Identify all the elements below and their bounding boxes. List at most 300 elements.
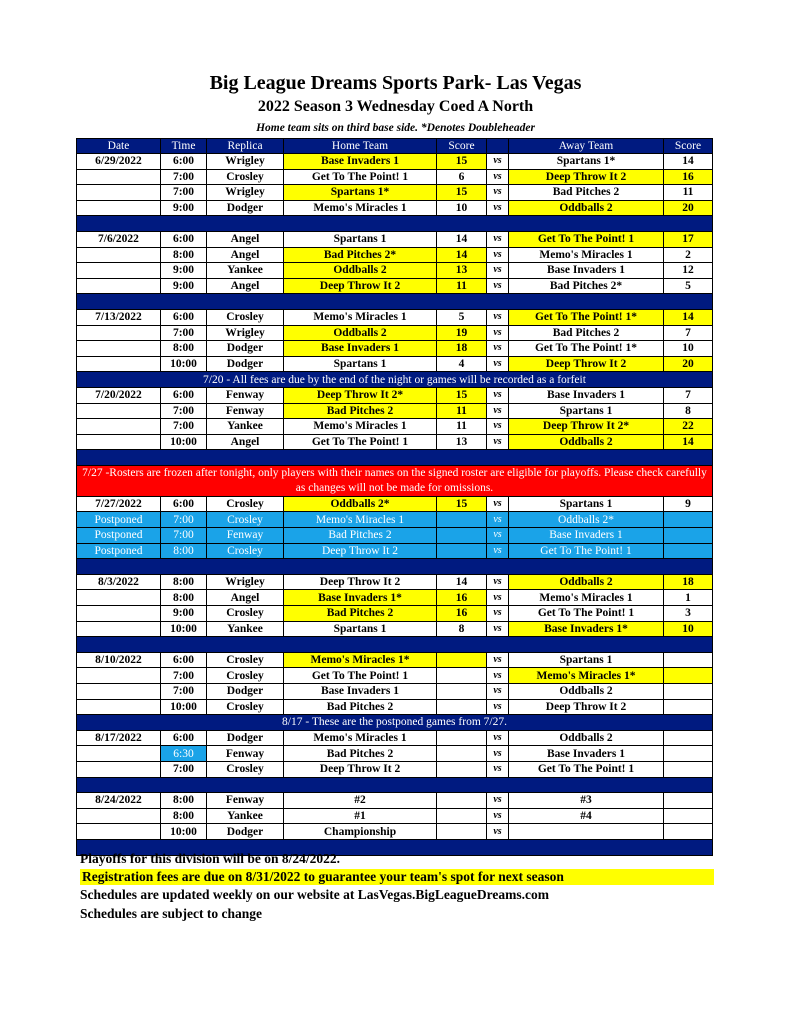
notice-text: 8/17 - These are the postponed games from 7/27. bbox=[77, 715, 713, 731]
away-score: 9 bbox=[664, 496, 713, 512]
game-date bbox=[77, 699, 161, 715]
game-replica: Dodger bbox=[207, 824, 284, 840]
page-subtitle: 2022 Season 3 Wednesday Coed A North bbox=[257, 98, 534, 115]
home-team: #1 bbox=[284, 808, 437, 824]
game-date bbox=[77, 824, 161, 840]
game-replica: Angel bbox=[207, 278, 284, 294]
home-score bbox=[437, 761, 487, 777]
game-row bbox=[77, 247, 713, 263]
game-date: Postponed bbox=[77, 512, 161, 528]
game-time: 7:00 bbox=[161, 419, 207, 435]
separator-cell bbox=[77, 294, 713, 310]
game-row bbox=[77, 278, 713, 294]
game-time: 9:00 bbox=[161, 278, 207, 294]
away-score: 14 bbox=[664, 434, 713, 450]
game-row bbox=[77, 699, 713, 715]
home-team: Oddballs 2 bbox=[284, 325, 437, 341]
game-row bbox=[77, 231, 713, 247]
separator-row bbox=[77, 777, 713, 793]
vs-label: vs bbox=[487, 309, 509, 325]
away-team: Base Invaders 1* bbox=[509, 621, 664, 637]
away-score: 5 bbox=[664, 278, 713, 294]
vs-label: vs bbox=[487, 356, 509, 372]
away-team: Get To The Point! 1 bbox=[509, 761, 664, 777]
home-team: Memo's Miracles 1* bbox=[284, 652, 437, 668]
game-time: 7:00 bbox=[161, 325, 207, 341]
game-time: 8:00 bbox=[161, 793, 207, 809]
game-replica: Wrigley bbox=[207, 574, 284, 590]
vs-label: vs bbox=[487, 200, 509, 216]
home-score: 6 bbox=[437, 169, 487, 185]
game-date bbox=[77, 668, 161, 684]
vs-label: vs bbox=[487, 590, 509, 606]
away-score: 2 bbox=[664, 247, 713, 263]
away-team: #4 bbox=[509, 808, 664, 824]
away-score bbox=[664, 746, 713, 762]
home-team: Bad Pitches 2* bbox=[284, 247, 437, 263]
away-score: 18 bbox=[664, 574, 713, 590]
notice-text: 7/27 -Rosters are frozen after tonight, only players with their names on the signed roster are eligible for playoffs. Please check carefully as changes will not be made for omissions. bbox=[77, 465, 713, 496]
registration-note: Registration fees are due on 8/31/2022 to guarantee your team's spot for next season bbox=[80, 869, 714, 885]
home-team: Bad Pitches 2 bbox=[284, 699, 437, 715]
home-score: 15 bbox=[437, 185, 487, 201]
away-score: 20 bbox=[664, 356, 713, 372]
roster-alert-row bbox=[77, 465, 713, 496]
game-time: 7:00 bbox=[161, 684, 207, 700]
away-score bbox=[664, 512, 713, 528]
vs-label: vs bbox=[487, 668, 509, 684]
game-time: 6:00 bbox=[161, 652, 207, 668]
vs-label: vs bbox=[487, 387, 509, 403]
website-note: Schedules are updated weekly on our website at LasVegas.BigLeagueDreams.com bbox=[80, 887, 550, 902]
home-team: Get To The Point! 1 bbox=[284, 434, 437, 450]
game-replica: Crosley bbox=[207, 543, 284, 559]
away-team bbox=[509, 824, 664, 840]
away-team: Get To The Point! 1* bbox=[509, 341, 664, 357]
game-date bbox=[77, 434, 161, 450]
away-score: 14 bbox=[664, 309, 713, 325]
game-replica: Fenway bbox=[207, 528, 284, 544]
notice-row bbox=[77, 715, 713, 731]
game-date bbox=[77, 419, 161, 435]
away-score bbox=[664, 543, 713, 559]
game-time: 8:00 bbox=[161, 574, 207, 590]
game-date bbox=[77, 325, 161, 341]
away-score: 10 bbox=[664, 341, 713, 357]
home-score: 14 bbox=[437, 247, 487, 263]
away-team: Spartans 1 bbox=[509, 652, 664, 668]
game-row bbox=[77, 387, 713, 403]
home-team: Deep Throw It 2 bbox=[284, 543, 437, 559]
separator-cell bbox=[77, 637, 713, 653]
away-team: Spartans 1* bbox=[509, 154, 664, 170]
game-date: 6/29/2022 bbox=[77, 154, 161, 170]
game-date: 8/24/2022 bbox=[77, 793, 161, 809]
away-score: 10 bbox=[664, 621, 713, 637]
col-home-score: Score bbox=[437, 139, 487, 154]
game-date bbox=[77, 341, 161, 357]
away-score bbox=[664, 793, 713, 809]
game-replica: Yankee bbox=[207, 621, 284, 637]
col-replica: Replica bbox=[207, 139, 284, 154]
vs-label: vs bbox=[487, 684, 509, 700]
game-replica: Yankee bbox=[207, 263, 284, 279]
postponed-row bbox=[77, 528, 713, 544]
game-replica: Crosley bbox=[207, 652, 284, 668]
game-replica: Angel bbox=[207, 247, 284, 263]
game-replica: Dodger bbox=[207, 341, 284, 357]
game-row bbox=[77, 309, 713, 325]
vs-label: vs bbox=[487, 278, 509, 294]
away-score bbox=[664, 528, 713, 544]
home-team: Memo's Miracles 1 bbox=[284, 419, 437, 435]
game-time: 6:00 bbox=[161, 231, 207, 247]
vs-label: vs bbox=[487, 325, 509, 341]
game-row bbox=[77, 621, 713, 637]
game-replica: Crosley bbox=[207, 606, 284, 622]
game-row bbox=[77, 793, 713, 809]
game-date bbox=[77, 278, 161, 294]
away-score bbox=[664, 808, 713, 824]
home-score bbox=[437, 652, 487, 668]
game-time: 6:00 bbox=[161, 154, 207, 170]
page-title: Big League Dreams Sports Park- Las Vegas bbox=[209, 72, 582, 94]
vs-label: vs bbox=[487, 185, 509, 201]
game-date: Postponed bbox=[77, 528, 161, 544]
away-team: Get To The Point! 1* bbox=[509, 309, 664, 325]
notice-text: 7/20 - All fees are due by the end of the night or games will be recorded as a forfeit bbox=[77, 372, 713, 388]
home-team: Oddballs 2 bbox=[284, 263, 437, 279]
game-replica: Dodger bbox=[207, 356, 284, 372]
home-team: Oddballs 2* bbox=[284, 496, 437, 512]
vs-label: vs bbox=[487, 621, 509, 637]
home-score: 8 bbox=[437, 621, 487, 637]
doubleheader-note: Home team sits on third base side. *Denotes Doubleheader bbox=[256, 122, 535, 134]
game-replica: Wrigley bbox=[207, 185, 284, 201]
vs-label: vs bbox=[487, 434, 509, 450]
home-score bbox=[437, 512, 487, 528]
game-row bbox=[77, 434, 713, 450]
game-date bbox=[77, 746, 161, 762]
away-score: 1 bbox=[664, 590, 713, 606]
game-replica: Crosley bbox=[207, 761, 284, 777]
game-replica: Angel bbox=[207, 590, 284, 606]
game-replica: Fenway bbox=[207, 403, 284, 419]
game-date bbox=[77, 761, 161, 777]
game-row bbox=[77, 341, 713, 357]
game-row bbox=[77, 730, 713, 746]
home-score: 11 bbox=[437, 403, 487, 419]
game-row bbox=[77, 419, 713, 435]
vs-label: vs bbox=[487, 808, 509, 824]
game-row bbox=[77, 200, 713, 216]
game-date: 8/17/2022 bbox=[77, 730, 161, 746]
col-vs bbox=[487, 139, 509, 154]
postponed-row bbox=[77, 512, 713, 528]
away-team: Oddballs 2* bbox=[509, 512, 664, 528]
game-time: 10:00 bbox=[161, 824, 207, 840]
vs-label: vs bbox=[487, 403, 509, 419]
game-time: 7:00 bbox=[161, 761, 207, 777]
away-team: Oddballs 2 bbox=[509, 200, 664, 216]
away-team: Bad Pitches 2 bbox=[509, 185, 664, 201]
away-team: Deep Throw It 2* bbox=[509, 419, 664, 435]
game-row bbox=[77, 154, 713, 170]
game-time: 7:00 bbox=[161, 185, 207, 201]
home-team: Get To The Point! 1 bbox=[284, 169, 437, 185]
game-date bbox=[77, 403, 161, 419]
game-date: 7/27/2022 bbox=[77, 496, 161, 512]
game-replica: Fenway bbox=[207, 387, 284, 403]
game-replica: Dodger bbox=[207, 684, 284, 700]
away-team: Oddballs 2 bbox=[509, 730, 664, 746]
vs-label: vs bbox=[487, 761, 509, 777]
game-time: 10:00 bbox=[161, 699, 207, 715]
notice-row bbox=[77, 372, 713, 388]
home-team: Spartans 1 bbox=[284, 621, 437, 637]
away-team: Get To The Point! 1 bbox=[509, 606, 664, 622]
game-row bbox=[77, 684, 713, 700]
home-team: Memo's Miracles 1 bbox=[284, 309, 437, 325]
home-team: Spartans 1 bbox=[284, 356, 437, 372]
vs-label: vs bbox=[487, 652, 509, 668]
away-score bbox=[664, 652, 713, 668]
home-score: 5 bbox=[437, 309, 487, 325]
home-score: 11 bbox=[437, 419, 487, 435]
home-score: 13 bbox=[437, 263, 487, 279]
game-date bbox=[77, 200, 161, 216]
game-time: 9:00 bbox=[161, 606, 207, 622]
home-score bbox=[437, 699, 487, 715]
game-replica: Fenway bbox=[207, 793, 284, 809]
home-score bbox=[437, 746, 487, 762]
game-time: 10:00 bbox=[161, 621, 207, 637]
home-score bbox=[437, 793, 487, 809]
home-score bbox=[437, 528, 487, 544]
home-team: Base Invaders 1* bbox=[284, 590, 437, 606]
game-date bbox=[77, 621, 161, 637]
game-row bbox=[77, 668, 713, 684]
game-date: 8/3/2022 bbox=[77, 574, 161, 590]
away-team: Oddballs 2 bbox=[509, 684, 664, 700]
away-score: 3 bbox=[664, 606, 713, 622]
game-date bbox=[77, 590, 161, 606]
game-row bbox=[77, 824, 713, 840]
home-score bbox=[437, 684, 487, 700]
home-score bbox=[437, 808, 487, 824]
game-date bbox=[77, 185, 161, 201]
game-row bbox=[77, 496, 713, 512]
game-replica: Crosley bbox=[207, 169, 284, 185]
home-score: 19 bbox=[437, 325, 487, 341]
away-team: Spartans 1 bbox=[509, 403, 664, 419]
vs-label: vs bbox=[487, 419, 509, 435]
away-team: #3 bbox=[509, 793, 664, 809]
vs-label: vs bbox=[487, 574, 509, 590]
separator-cell bbox=[77, 216, 713, 232]
game-row bbox=[77, 356, 713, 372]
game-time: 8:00 bbox=[161, 247, 207, 263]
vs-label: vs bbox=[487, 263, 509, 279]
away-score: 14 bbox=[664, 154, 713, 170]
home-team: Deep Throw It 2 bbox=[284, 761, 437, 777]
away-team: Oddballs 2 bbox=[509, 574, 664, 590]
game-replica: Crosley bbox=[207, 496, 284, 512]
playoffs-note: Playoffs for this division will be on 8/24/2022. bbox=[80, 851, 341, 866]
game-date: 7/6/2022 bbox=[77, 231, 161, 247]
separator-row bbox=[77, 637, 713, 653]
game-date: 7/13/2022 bbox=[77, 309, 161, 325]
away-score: 20 bbox=[664, 200, 713, 216]
schedule-table bbox=[76, 138, 713, 856]
vs-label: vs bbox=[487, 231, 509, 247]
game-row bbox=[77, 761, 713, 777]
home-team: Deep Throw It 2* bbox=[284, 387, 437, 403]
game-time: 6:00 bbox=[161, 496, 207, 512]
game-replica: Dodger bbox=[207, 730, 284, 746]
away-team: Base Invaders 1 bbox=[509, 263, 664, 279]
separator-cell bbox=[77, 777, 713, 793]
away-team: Deep Throw It 2 bbox=[509, 356, 664, 372]
game-time: 9:00 bbox=[161, 200, 207, 216]
separator-row bbox=[77, 216, 713, 232]
game-time: 7:00 bbox=[161, 403, 207, 419]
game-time: 7:00 bbox=[161, 512, 207, 528]
home-team: Memo's Miracles 1 bbox=[284, 512, 437, 528]
away-score bbox=[664, 730, 713, 746]
separator-row bbox=[77, 294, 713, 310]
home-team: Memo's Miracles 1 bbox=[284, 200, 437, 216]
home-score bbox=[437, 730, 487, 746]
away-team: Bad Pitches 2* bbox=[509, 278, 664, 294]
home-score: 15 bbox=[437, 154, 487, 170]
away-score: 17 bbox=[664, 231, 713, 247]
away-score: 7 bbox=[664, 325, 713, 341]
home-score: 16 bbox=[437, 590, 487, 606]
vs-label: vs bbox=[487, 154, 509, 170]
home-team: Deep Throw It 2 bbox=[284, 574, 437, 590]
away-team: Memo's Miracles 1 bbox=[509, 590, 664, 606]
separator-row bbox=[77, 559, 713, 575]
col-date: Date bbox=[77, 139, 161, 154]
home-score: 18 bbox=[437, 341, 487, 357]
game-time: 8:00 bbox=[161, 543, 207, 559]
home-score: 11 bbox=[437, 278, 487, 294]
game-replica: Dodger bbox=[207, 200, 284, 216]
away-score bbox=[664, 824, 713, 840]
away-team: Base Invaders 1 bbox=[509, 387, 664, 403]
vs-label: vs bbox=[487, 543, 509, 559]
vs-label: vs bbox=[487, 793, 509, 809]
game-row bbox=[77, 263, 713, 279]
away-team: Bad Pitches 2 bbox=[509, 325, 664, 341]
away-score: 11 bbox=[664, 185, 713, 201]
away-score bbox=[664, 761, 713, 777]
away-team: Memo's Miracles 1* bbox=[509, 668, 664, 684]
home-team: Championship bbox=[284, 824, 437, 840]
home-score: 14 bbox=[437, 231, 487, 247]
game-date bbox=[77, 169, 161, 185]
home-score bbox=[437, 543, 487, 559]
col-time: Time bbox=[161, 139, 207, 154]
game-time: 8:00 bbox=[161, 341, 207, 357]
away-team: Get To The Point! 1 bbox=[509, 231, 664, 247]
game-replica: Yankee bbox=[207, 419, 284, 435]
away-score: 8 bbox=[664, 403, 713, 419]
game-replica: Crosley bbox=[207, 699, 284, 715]
game-row bbox=[77, 808, 713, 824]
vs-label: vs bbox=[487, 824, 509, 840]
home-score: 15 bbox=[437, 387, 487, 403]
game-row bbox=[77, 325, 713, 341]
game-replica: Angel bbox=[207, 231, 284, 247]
away-score: 7 bbox=[664, 387, 713, 403]
game-row bbox=[77, 574, 713, 590]
game-time: 9:00 bbox=[161, 263, 207, 279]
home-team: Bad Pitches 2 bbox=[284, 403, 437, 419]
separator-row bbox=[77, 450, 713, 466]
col-away-team: Away Team bbox=[509, 139, 664, 154]
home-team: Bad Pitches 2 bbox=[284, 746, 437, 762]
away-team: Base Invaders 1 bbox=[509, 528, 664, 544]
header-row bbox=[77, 139, 713, 154]
away-team: Memo's Miracles 1 bbox=[509, 247, 664, 263]
vs-label: vs bbox=[487, 247, 509, 263]
home-team: Bad Pitches 2 bbox=[284, 606, 437, 622]
col-home-team: Home Team bbox=[284, 139, 437, 154]
game-date bbox=[77, 808, 161, 824]
game-time: 6:00 bbox=[161, 730, 207, 746]
away-team: Deep Throw It 2 bbox=[509, 699, 664, 715]
game-replica: Wrigley bbox=[207, 154, 284, 170]
game-row bbox=[77, 590, 713, 606]
away-score: 12 bbox=[664, 263, 713, 279]
game-date bbox=[77, 684, 161, 700]
game-time: 7:00 bbox=[161, 528, 207, 544]
home-team: Base Invaders 1 bbox=[284, 684, 437, 700]
home-team: Base Invaders 1 bbox=[284, 341, 437, 357]
change-note: Schedules are subject to change bbox=[80, 906, 262, 921]
home-team: Memo's Miracles 1 bbox=[284, 730, 437, 746]
game-date: 7/20/2022 bbox=[77, 387, 161, 403]
game-replica: Crosley bbox=[207, 668, 284, 684]
game-time: 7:00 bbox=[161, 668, 207, 684]
game-replica: Yankee bbox=[207, 808, 284, 824]
away-team: Get To The Point! 1 bbox=[509, 543, 664, 559]
game-time: 10:00 bbox=[161, 434, 207, 450]
game-date bbox=[77, 606, 161, 622]
away-team: Spartans 1 bbox=[509, 496, 664, 512]
game-time: 10:00 bbox=[161, 356, 207, 372]
home-team: Spartans 1* bbox=[284, 185, 437, 201]
home-score bbox=[437, 668, 487, 684]
away-score bbox=[664, 684, 713, 700]
away-score: 16 bbox=[664, 169, 713, 185]
home-score: 15 bbox=[437, 496, 487, 512]
vs-label: vs bbox=[487, 528, 509, 544]
game-time: 6:30 bbox=[161, 746, 207, 762]
separator-cell bbox=[77, 559, 713, 575]
game-row bbox=[77, 169, 713, 185]
game-row bbox=[77, 606, 713, 622]
vs-label: vs bbox=[487, 730, 509, 746]
game-time: 6:00 bbox=[161, 309, 207, 325]
home-team: Get To The Point! 1 bbox=[284, 668, 437, 684]
col-away-score: Score bbox=[664, 139, 713, 154]
game-row bbox=[77, 185, 713, 201]
game-time: 7:00 bbox=[161, 169, 207, 185]
home-score: 16 bbox=[437, 606, 487, 622]
